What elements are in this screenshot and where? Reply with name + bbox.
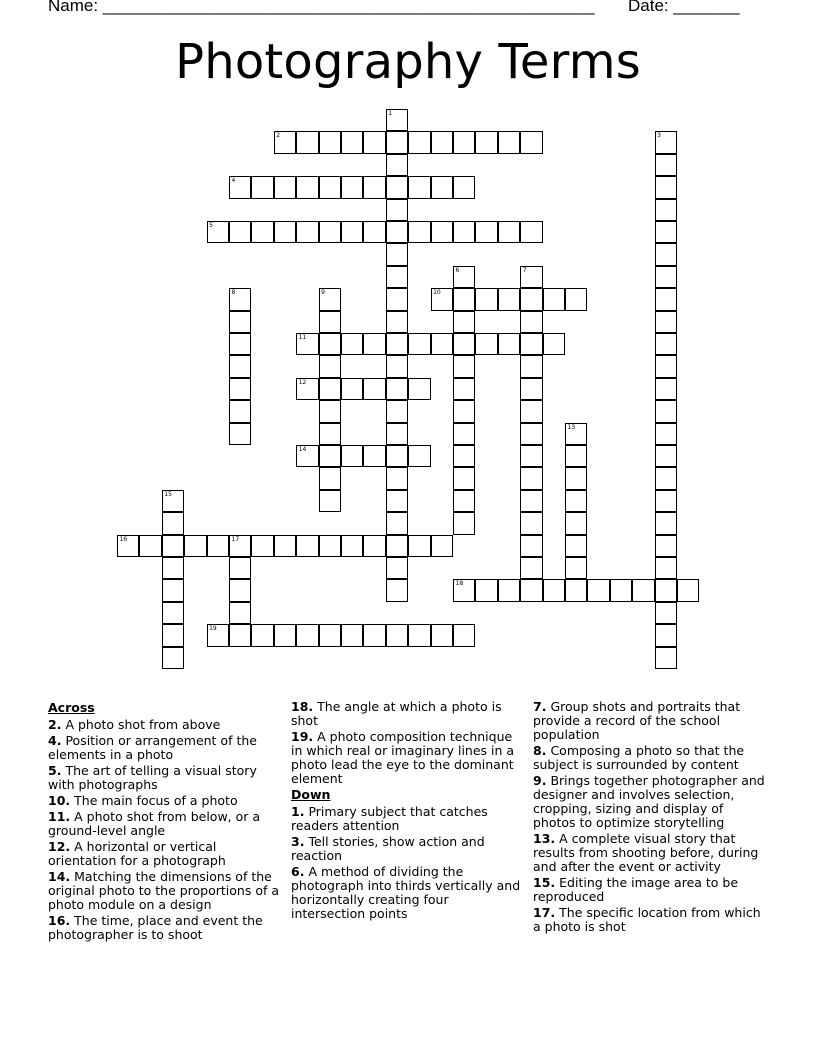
grid-cell[interactable] [251,624,273,646]
clue-number-label: 12 [298,378,307,386]
date-field-label: Date: _______ [628,0,740,15]
grid-cell[interactable] [453,467,475,489]
grid-cell[interactable] [386,154,408,176]
grid-cell[interactable] [520,311,542,333]
grid-cell[interactable] [565,535,587,557]
grid-cell[interactable] [655,221,677,243]
grid-cell[interactable] [386,400,408,422]
grid-cell[interactable] [431,131,453,153]
grid-cell[interactable] [655,266,677,288]
grid-cell[interactable] [565,512,587,534]
grid-cell[interactable] [162,535,184,557]
grid-cell[interactable] [229,176,251,198]
grid-cell[interactable] [453,512,475,534]
grid-cell[interactable] [453,400,475,422]
grid-cell[interactable] [655,243,677,265]
grid-cell[interactable] [453,579,475,601]
grid-cell[interactable] [386,467,408,489]
grid-cell[interactable] [655,535,677,557]
grid-cell[interactable] [229,423,251,445]
grid-cell[interactable] [655,154,677,176]
grid-cell[interactable] [386,131,408,153]
grid-cell[interactable] [274,176,296,198]
grid-cell[interactable] [655,176,677,198]
clue-number-label: 3 [657,132,661,140]
grid-cell[interactable] [475,131,497,153]
grid-cell[interactable] [319,131,341,153]
grid-cell[interactable] [431,288,453,310]
grid-cell[interactable] [565,467,587,489]
grid-cell[interactable] [520,490,542,512]
grid-cell[interactable] [453,423,475,445]
grid-cell[interactable] [431,624,453,646]
grid-cell[interactable] [296,176,318,198]
clue-down-15: 15. Editing the image area to be reproduced [533,875,739,904]
clue-across-19: 19. A photo composition technique in which real or imaginary lines in a photo lead the eye to the dominant element [291,729,515,786]
grid-cell[interactable] [655,445,677,467]
clue-down-13: 13. A complete visual story that results from shooting before, during and after the event or activity [533,831,759,874]
clue-across-5: 5. The art of telling a visual story with photographs [48,763,257,792]
grid-cell[interactable] [162,512,184,534]
grid-cell[interactable] [296,535,318,557]
grid-cell[interactable] [363,624,385,646]
grid-cell[interactable] [229,355,251,377]
grid-cell[interactable] [386,199,408,221]
grid-cell[interactable] [655,333,677,355]
grid-cell[interactable] [431,221,453,243]
grid-cell[interactable] [386,423,408,445]
grid-cell[interactable] [655,624,677,646]
grid-cell[interactable] [453,266,475,288]
grid-cell[interactable] [229,400,251,422]
grid-cell[interactable] [655,579,677,601]
name-field-label: Name: ____________________________________________________ [48,0,595,15]
grid-cell[interactable] [453,131,475,153]
grid-cell[interactable] [520,423,542,445]
grid-cell[interactable] [319,221,341,243]
grid-cell[interactable] [453,288,475,310]
grid-cell[interactable] [431,176,453,198]
grid-cell[interactable] [319,288,341,310]
grid-cell[interactable] [341,624,363,646]
grid-cell[interactable] [274,624,296,646]
grid-cell[interactable] [229,378,251,400]
grid-cell[interactable] [543,288,565,310]
clue-number-label: 6 [455,266,460,274]
grid-cell[interactable] [610,579,632,601]
grid-cell[interactable] [565,423,587,445]
grid-cell[interactable] [363,131,385,153]
grid-cell[interactable] [229,602,251,624]
grid-cell[interactable] [386,557,408,579]
grid-cell[interactable] [386,445,408,467]
grid-cell[interactable] [520,400,542,422]
clue-down-8: 8. Composing a photo so that the subject is surrounded by content [533,743,745,772]
grid-cell[interactable] [520,557,542,579]
grid-cell[interactable] [229,221,251,243]
grid-cell[interactable] [296,445,318,467]
grid-cell[interactable] [162,602,184,624]
grid-cell[interactable] [341,221,363,243]
grid-cell[interactable] [655,199,677,221]
grid-cell[interactable] [520,221,542,243]
grid-cell[interactable] [520,378,542,400]
grid-cell[interactable] [655,131,677,153]
grid-cell[interactable] [296,624,318,646]
grid-cell[interactable] [655,288,677,310]
grid-cell[interactable] [319,535,341,557]
grid-cell[interactable] [363,445,385,467]
grid-cell[interactable] [408,221,430,243]
clue-number-label: 19 [209,625,217,633]
grid-cell[interactable] [296,131,318,153]
grid-cell[interactable] [520,445,542,467]
grid-cell[interactable] [319,490,341,512]
grid-cell[interactable] [229,557,251,579]
grid-cell[interactable] [655,512,677,534]
grid-cell[interactable] [520,579,542,601]
grid-cell[interactable] [632,579,654,601]
grid-cell[interactable] [498,221,520,243]
grid-cell[interactable] [408,333,430,355]
grid-cell[interactable] [520,535,542,557]
grid-cell[interactable] [341,176,363,198]
grid-cell[interactable] [274,131,296,153]
grid-cell[interactable] [565,557,587,579]
clue-number-label: 1 [388,110,393,117]
grid-cell[interactable] [341,445,363,467]
grid-cell[interactable] [363,221,385,243]
clue-number-label: 2 [276,132,281,140]
grid-cell[interactable] [117,535,139,557]
grid-cell[interactable] [386,355,408,377]
grid-cell[interactable] [386,221,408,243]
grid-cell[interactable] [408,131,430,153]
grid-cell[interactable] [431,333,453,355]
grid-cell[interactable] [543,579,565,601]
grid-cell[interactable] [475,579,497,601]
grid-cell[interactable] [498,333,520,355]
grid-cell[interactable] [520,131,542,153]
grid-cell[interactable] [162,579,184,601]
grid-cell[interactable] [229,535,251,557]
grid-cell[interactable] [386,490,408,512]
clue-column-1 [48,700,280,944]
grid-cell[interactable] [431,535,453,557]
clue-number-label: 8 [231,289,236,297]
clue-number-label: 7 [522,266,527,274]
grid-cell[interactable] [520,333,542,355]
grid-cell[interactable] [363,333,385,355]
grid-cell[interactable] [408,535,430,557]
grid-cell[interactable] [341,378,363,400]
clue-down-1: 1. Primary subject that catches readers attention [291,804,488,833]
clue-number-label: 17 [231,535,240,543]
grid-cell[interactable] [520,512,542,534]
grid-cell[interactable] [520,355,542,377]
grid-cell[interactable] [453,490,475,512]
grid-cell[interactable] [296,221,318,243]
grid-cell[interactable] [565,288,587,310]
grid-cell[interactable] [475,288,497,310]
clue-down-9: 9. Brings together photographer and designer and involves selection, cropping, sizing and display of photos to optimize storytelling [533,773,765,830]
grid-cell[interactable] [184,535,206,557]
grid-cell[interactable] [655,400,677,422]
clue-across-18: 18. The angle at which a photo is shot [291,699,502,728]
grid-cell[interactable] [655,311,677,333]
clue-number-label: 14 [298,446,307,453]
grid-cell[interactable] [655,378,677,400]
grid-cell[interactable] [319,400,341,422]
grid-cell[interactable] [655,557,677,579]
grid-cell[interactable] [655,467,677,489]
grid-cell[interactable] [386,512,408,534]
grid-cell[interactable] [251,221,273,243]
grid-cell[interactable] [453,624,475,646]
grid-cell[interactable] [565,579,587,601]
clue-number-label: 4 [231,177,236,185]
grid-cell[interactable] [543,333,565,355]
grid-cell[interactable] [655,602,677,624]
grid-cell[interactable] [453,378,475,400]
grid-cell[interactable] [386,311,408,333]
grid-cell[interactable] [386,176,408,198]
grid-cell[interactable] [162,490,184,512]
grid-cell[interactable] [565,490,587,512]
grid-cell[interactable] [587,579,609,601]
grid-cell[interactable] [319,445,341,467]
down-heading: Down [291,787,331,802]
grid-cell[interactable] [520,288,542,310]
grid-cell[interactable] [386,243,408,265]
grid-cell[interactable] [655,490,677,512]
clue-down-7: 7. Group shots and portraits that provide a record of the school population [533,699,741,742]
grid-cell[interactable] [341,131,363,153]
grid-cell[interactable] [475,333,497,355]
grid-cell[interactable] [386,579,408,601]
clue-number-label: 11 [298,334,307,341]
grid-cell[interactable] [386,109,408,131]
grid-cell[interactable] [319,467,341,489]
clue-column-2 [291,700,523,923]
grid-cell[interactable] [386,535,408,557]
clue-across-11: 11. A photo shot from below, or a ground-level angle [48,809,261,838]
clue-number-label: 13 [567,423,576,431]
grid-cell[interactable] [139,535,161,557]
grid-cell[interactable] [229,624,251,646]
grid-cell[interactable] [229,333,251,355]
grid-cell[interactable] [341,535,363,557]
grid-cell[interactable] [408,445,430,467]
clue-number-label: 5 [209,222,213,229]
grid-cell[interactable] [408,176,430,198]
grid-cell[interactable] [162,647,184,669]
grid-cell[interactable] [453,445,475,467]
grid-cell[interactable] [319,333,341,355]
grid-cell[interactable] [565,445,587,467]
clue-across-16: 16. The time, place and event the photographer is to shoot [48,913,263,942]
grid-cell[interactable] [207,535,229,557]
grid-cell[interactable] [229,311,251,333]
grid-cell[interactable] [319,423,341,445]
clue-down-6: 6. A method of dividing the photograph into thirds vertically and horizontally creating four intersection points [291,864,521,921]
grid-cell[interactable] [453,311,475,333]
grid-cell[interactable] [363,535,385,557]
grid-cell[interactable] [319,176,341,198]
grid-cell[interactable] [386,333,408,355]
grid-cell[interactable] [386,288,408,310]
grid-cell[interactable] [319,355,341,377]
grid-cell[interactable] [498,288,520,310]
clue-number-label: 16 [119,535,128,543]
page-title: Photography Terms [175,34,641,90]
grid-cell[interactable] [162,557,184,579]
clue-column-3 [533,700,769,936]
clue-number-label: 15 [164,490,172,498]
grid-cell[interactable] [453,221,475,243]
grid-cell[interactable] [251,535,273,557]
grid-cell[interactable] [677,579,699,601]
grid-cell[interactable] [319,624,341,646]
across-heading: Across [48,700,95,715]
grid-cell[interactable] [386,624,408,646]
grid-cell[interactable] [498,579,520,601]
grid-cell[interactable] [520,467,542,489]
grid-cell[interactable] [475,221,497,243]
grid-cell[interactable] [319,311,341,333]
clue-down-17: 17. The specific location from which a photo is shot [533,905,761,934]
grid-cell[interactable] [274,221,296,243]
grid-cell[interactable] [207,221,229,243]
clue-down-3: 3. Tell stories, show action and reaction [291,834,485,863]
grid-cell[interactable] [296,378,318,400]
clue-across-14: 14. Matching the dimensions of the original photo to the proportions of a photo module on a design [48,869,280,912]
clue-number-label: 10 [433,289,441,297]
grid-cell[interactable] [229,579,251,601]
grid-cell[interactable] [655,423,677,445]
grid-cell[interactable] [386,378,408,400]
grid-cell[interactable] [408,624,430,646]
grid-cell[interactable] [296,333,318,355]
grid-cell[interactable] [655,647,677,669]
grid-cell[interactable] [408,378,430,400]
grid-cell[interactable] [520,266,542,288]
grid-cell[interactable] [274,535,296,557]
grid-cell[interactable] [162,624,184,646]
grid-cell[interactable] [498,131,520,153]
grid-cell[interactable] [363,176,385,198]
clue-across-4: 4. Position or arrangement of the elements in a photo [48,733,257,762]
grid-cell[interactable] [386,266,408,288]
grid-cell[interactable] [251,176,273,198]
clue-number-label: 9 [321,289,325,297]
clue-across-2: 2. A photo shot from above [48,717,221,732]
grid-cell[interactable] [207,624,229,646]
clue-across-10: 10. The main focus of a photo [48,793,238,808]
grid-cell[interactable] [453,355,475,377]
grid-cell[interactable] [363,378,385,400]
clue-across-12: 12. A horizontal or vertical orientation for a photograph [48,839,226,868]
grid-cell[interactable] [655,355,677,377]
clue-number-label: 18 [455,580,464,588]
grid-cell[interactable] [453,176,475,198]
grid-cell[interactable] [319,378,341,400]
grid-cell[interactable] [341,333,363,355]
grid-cell[interactable] [453,333,475,355]
grid-cell[interactable] [229,288,251,310]
